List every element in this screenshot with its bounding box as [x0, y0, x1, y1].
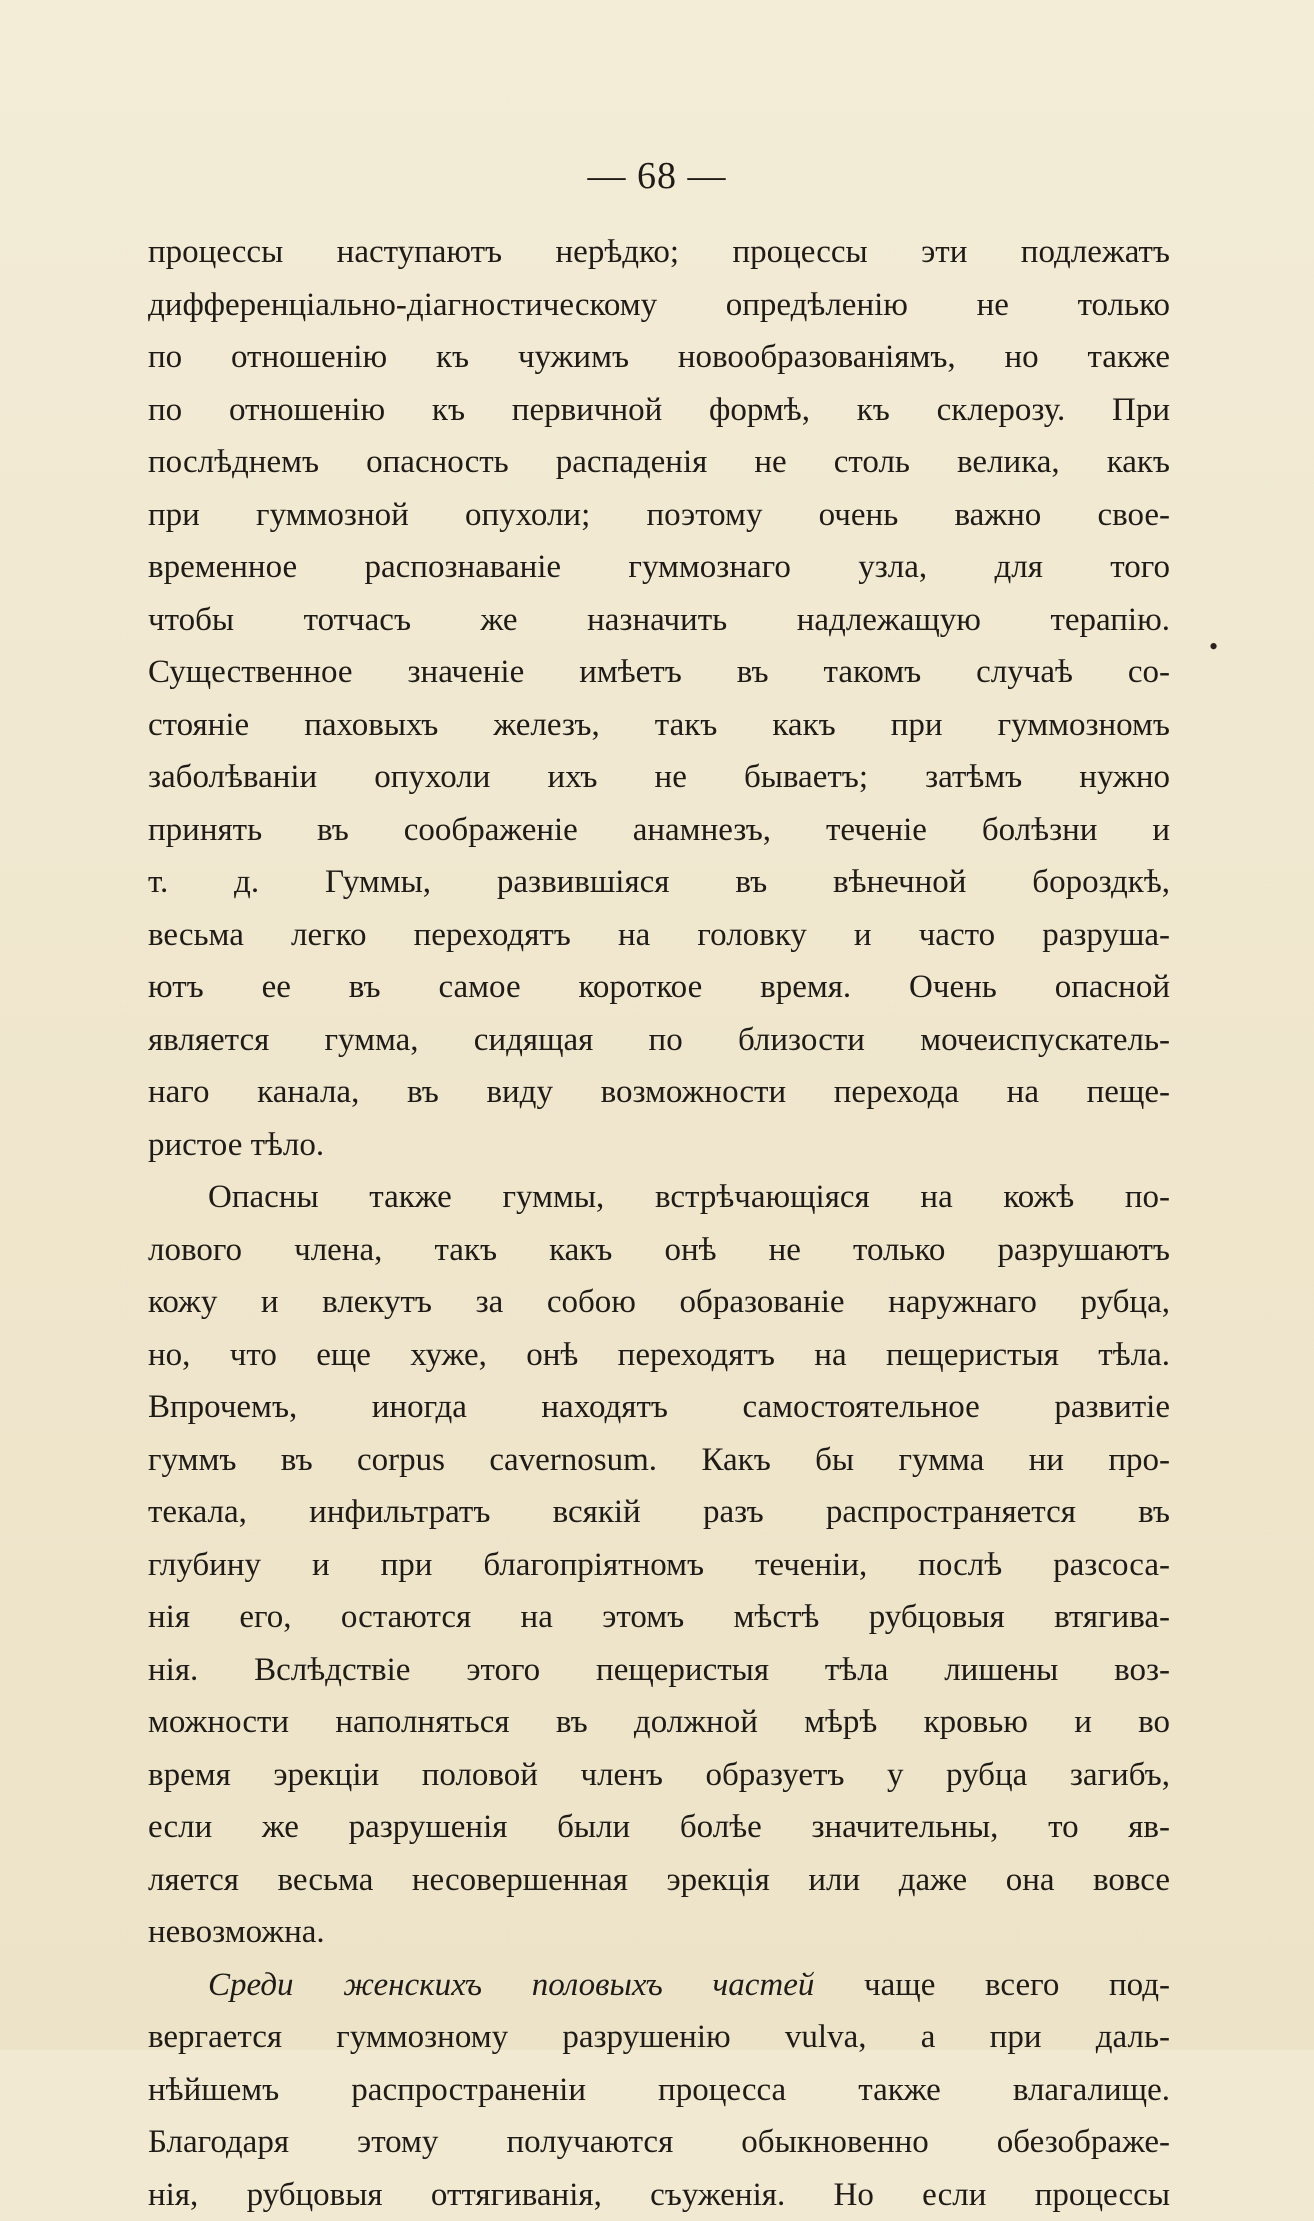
- text-line: т. д. Гуммы, развившіяся въ вѣнечной бороздкѣ,: [148, 856, 1170, 909]
- text-line: послѣднемъ опасность распаденія не столь велика, какъ: [148, 436, 1170, 489]
- text-line: вергается гуммозному разрушенію vulva, а при даль-: [148, 2011, 1170, 2064]
- text-line: процессы наступаютъ нерѣдко; процессы эти подлежатъ: [148, 226, 1170, 279]
- paragraph-start: Опасны также гуммы, встрѣчающіяся на кожѣ по-: [148, 1171, 1170, 1224]
- text-line: можности наполняться въ должной мѣрѣ кровью и во: [148, 1696, 1170, 1749]
- text-line: ютъ ее въ самое короткое время. Очень опасной: [148, 961, 1170, 1014]
- text-line: Существенное значеніе имѣетъ въ такомъ случаѣ со-: [148, 646, 1170, 699]
- text-line: чтобы тотчасъ же назначить надлежащую терапію.: [148, 594, 1170, 647]
- text-line: нія. Вслѣдствіе этого пещеристыя тѣла лишены воз-: [148, 1644, 1170, 1697]
- text-line: невозможна.: [148, 1906, 1170, 1959]
- margin-mark: •: [1209, 632, 1218, 662]
- text-line: наго канала, въ виду возможности перехода на пеще-: [148, 1066, 1170, 1119]
- text-line: Впрочемъ, иногда находятъ самостоятельное развитіе: [148, 1381, 1170, 1434]
- text-line: гуммъ въ corpus cavernosum. Какъ бы гумма ни про-: [148, 1434, 1170, 1487]
- text-line: Благодаря этому получаются обыкновенно обезображе-: [148, 2116, 1170, 2169]
- text-line: нія его, остаются на этомъ мѣстѣ рубцовыя втягива-: [148, 1591, 1170, 1644]
- text-line: ляется весьма несовершенная эрекція или даже она вовсе: [148, 1854, 1170, 1907]
- paragraph-start: [148, 1959, 1170, 2012]
- page-number: — 68 —: [0, 154, 1314, 198]
- text-line: глубину и при благопріятномъ теченіи, послѣ разсоса-: [148, 1539, 1170, 1592]
- text-line: нѣйшемъ распространеніи процесса также влагалище.: [148, 2064, 1170, 2117]
- text-line: кожу и влекутъ за собою образованіе наружнаго рубца,: [148, 1276, 1170, 1329]
- text-line: если же разрушенія были болѣе значительны, то яв-: [148, 1801, 1170, 1854]
- text-line: текала, инфильтратъ всякій разъ распространяется въ: [148, 1486, 1170, 1539]
- text-line: дифференціально-діагностическому опредѣленію не только: [148, 279, 1170, 332]
- text-line: лового члена, такъ какъ онѣ не только разрушаютъ: [148, 1224, 1170, 1277]
- body-text: [148, 226, 1170, 2221]
- text-line: по отношенію къ первичной формѣ, къ склерозу. При: [148, 384, 1170, 437]
- text-line: время эрекціи половой членъ образуетъ у рубца загибъ,: [148, 1749, 1170, 1802]
- text-line: временное распознаваніе гуммознаго узла, для того: [148, 541, 1170, 594]
- text-line: стояніе паховыхъ железъ, такъ какъ при гуммозномъ: [148, 699, 1170, 752]
- text-line: является гумма, сидящая по близости мочеиспускатель-: [148, 1014, 1170, 1067]
- italic-heading-phrase: Среди женскихъ половыхъ частей: [208, 1967, 814, 2003]
- text-line: нія, рубцовыя оттягиванія, съуженія. Но если процессы: [148, 2169, 1170, 2221]
- text-line: но, что еще хуже, онѣ переходятъ на пещеристыя тѣла.: [148, 1329, 1170, 1382]
- text-span: чаще всего под-: [814, 1967, 1170, 2003]
- text-line: ристое тѣло.: [148, 1119, 1170, 1172]
- text-line: по отношенію къ чужимъ новообразованіямъ, но также: [148, 331, 1170, 384]
- text-line: заболѣваніи опухоли ихъ не бываетъ; затѣмъ нужно: [148, 751, 1170, 804]
- text-line: принять въ соображеніе анамнезъ, теченіе болѣзни и: [148, 804, 1170, 857]
- text-line: весьма легко переходятъ на головку и часто разруша-: [148, 909, 1170, 962]
- text-line: при гуммозной опухоли; поэтому очень важно свое-: [148, 489, 1170, 542]
